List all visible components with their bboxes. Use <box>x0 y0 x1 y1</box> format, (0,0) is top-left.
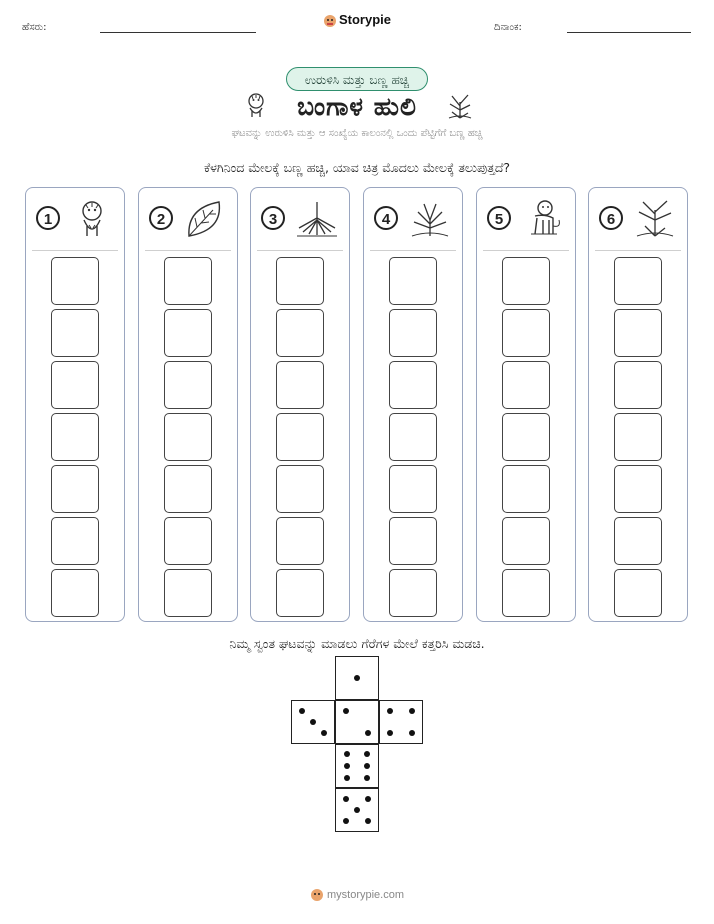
column-5 <box>476 187 576 622</box>
color-box[interactable] <box>51 309 99 357</box>
die-face-4 <box>379 700 423 744</box>
mascot-icon <box>323 14 337 28</box>
column-number: 5 <box>487 206 511 230</box>
die-pip <box>299 708 305 714</box>
page-title: ಬಂಗಾಳ ಹುಲಿ <box>297 92 417 121</box>
column-2 <box>138 187 238 622</box>
color-box[interactable] <box>164 465 212 513</box>
column-1 <box>25 187 125 622</box>
column-3 <box>250 187 350 622</box>
die-pip <box>354 675 360 681</box>
die-face-5 <box>335 788 379 832</box>
color-box[interactable] <box>614 569 662 617</box>
color-box[interactable] <box>389 309 437 357</box>
date-line[interactable] <box>567 32 691 33</box>
color-box[interactable] <box>389 465 437 513</box>
color-box[interactable] <box>276 569 324 617</box>
die-face-3 <box>291 700 335 744</box>
color-box[interactable] <box>502 517 550 565</box>
mangrove-root-icon <box>295 198 339 240</box>
die-pip <box>343 818 349 824</box>
activity-pill: ಉರುಳಿಸಿ ಮತ್ತು ಬಣ್ಣ ಹಚ್ಚಿ <box>286 67 428 91</box>
column-separator <box>145 250 231 251</box>
color-box[interactable] <box>614 257 662 305</box>
die-pip <box>344 751 350 757</box>
color-box[interactable] <box>614 517 662 565</box>
color-box[interactable] <box>389 361 437 409</box>
footer-url: mystorypie.com <box>326 888 405 901</box>
color-box[interactable] <box>51 569 99 617</box>
die-pip <box>365 730 371 736</box>
die-pip <box>344 775 350 781</box>
date-label: ದಿನಾಂಕ: <box>494 22 522 33</box>
die-pip <box>409 708 415 714</box>
die-pip <box>364 763 370 769</box>
mascot-icon <box>310 888 324 902</box>
die-face-2 <box>335 700 379 744</box>
column-6 <box>588 187 688 622</box>
mangrove-tree-icon <box>446 92 474 120</box>
color-box[interactable] <box>51 361 99 409</box>
color-box[interactable] <box>164 257 212 305</box>
color-box[interactable] <box>614 309 662 357</box>
color-box[interactable] <box>164 517 212 565</box>
column-number: 3 <box>261 206 285 230</box>
color-box[interactable] <box>276 517 324 565</box>
color-box[interactable] <box>51 465 99 513</box>
color-box[interactable] <box>502 257 550 305</box>
color-box[interactable] <box>389 569 437 617</box>
die-pip <box>387 730 393 736</box>
tiger-icon <box>521 198 565 240</box>
column-number: 1 <box>36 206 60 230</box>
color-box[interactable] <box>51 257 99 305</box>
column-separator <box>370 250 456 251</box>
color-box[interactable] <box>276 361 324 409</box>
cut-fold-instruction: ನಿಮ್ಮ ಸ್ವಂತ ಘಟವನ್ನು ಮಾಡಲು ಗೆರೆಗಳ ಮೇಲೆ ಕತ್ತರಿಸಿ ಮಡಚಿ. <box>229 636 485 651</box>
color-box[interactable] <box>389 413 437 461</box>
die-pip <box>310 719 316 725</box>
die-face-6 <box>335 744 379 788</box>
color-box[interactable] <box>276 465 324 513</box>
color-box[interactable] <box>51 517 99 565</box>
die-pip <box>364 751 370 757</box>
question-text: ಕೆಳಗಿನಿಂದ ಮೇಲಕ್ಕೆ ಬಣ್ಣ ಹಚ್ಚಿ, ಯಾವ ಚಿತ್ರ ಮೊದಲು ಮೇಲಕ್ಕೆ ತಲುಪುತ್ತದೆ? <box>203 160 511 175</box>
die-pip <box>409 730 415 736</box>
color-box[interactable] <box>502 465 550 513</box>
die-pip <box>343 708 349 714</box>
die-pip <box>387 708 393 714</box>
leaf-icon <box>183 198 227 240</box>
die-pip <box>365 796 371 802</box>
brand-logo <box>0 12 714 28</box>
color-box[interactable] <box>389 257 437 305</box>
die-pip <box>344 763 350 769</box>
column-4 <box>363 187 463 622</box>
column-separator <box>483 250 569 251</box>
color-box[interactable] <box>614 465 662 513</box>
color-box[interactable] <box>502 413 550 461</box>
column-number: 2 <box>149 206 173 230</box>
column-number: 4 <box>374 206 398 230</box>
subtitle: ಘಟವನ್ನು ಉರುಳಿಸಿ ಮತ್ತು ಆ ಸಂಖ್ಯೆಯ ಕಾಲಂನಲ್ಲಿ ಒಂದು ಪೆಟ್ಟಿಗೆಗೆ ಬಣ್ಣ ಹಚ್ಚಿ <box>231 128 483 139</box>
color-box[interactable] <box>502 361 550 409</box>
color-box[interactable] <box>164 569 212 617</box>
mangrove-tree-icon <box>633 198 677 240</box>
color-box[interactable] <box>51 413 99 461</box>
die-pip <box>354 807 360 813</box>
color-box[interactable] <box>502 309 550 357</box>
die-pip <box>321 730 327 736</box>
color-box[interactable] <box>276 257 324 305</box>
die-face-1 <box>335 656 379 700</box>
column-separator <box>32 250 118 251</box>
die-pip <box>365 818 371 824</box>
brand-text: Storypie <box>338 12 391 27</box>
color-box[interactable] <box>164 309 212 357</box>
color-box[interactable] <box>276 413 324 461</box>
column-separator <box>595 250 681 251</box>
column-separator <box>257 250 343 251</box>
color-box[interactable] <box>389 517 437 565</box>
color-box[interactable] <box>164 413 212 461</box>
color-box[interactable] <box>164 361 212 409</box>
die-pip <box>364 775 370 781</box>
color-box[interactable] <box>276 309 324 357</box>
tiger-cub-icon <box>70 198 114 240</box>
name-line[interactable] <box>100 32 256 33</box>
color-box[interactable] <box>502 569 550 617</box>
column-number: 6 <box>599 206 623 230</box>
die-pip <box>343 796 349 802</box>
footer <box>0 888 714 902</box>
color-box[interactable] <box>614 361 662 409</box>
name-label: ಹೆಸರು: <box>22 22 47 33</box>
color-box[interactable] <box>614 413 662 461</box>
bush-icon <box>408 198 452 240</box>
